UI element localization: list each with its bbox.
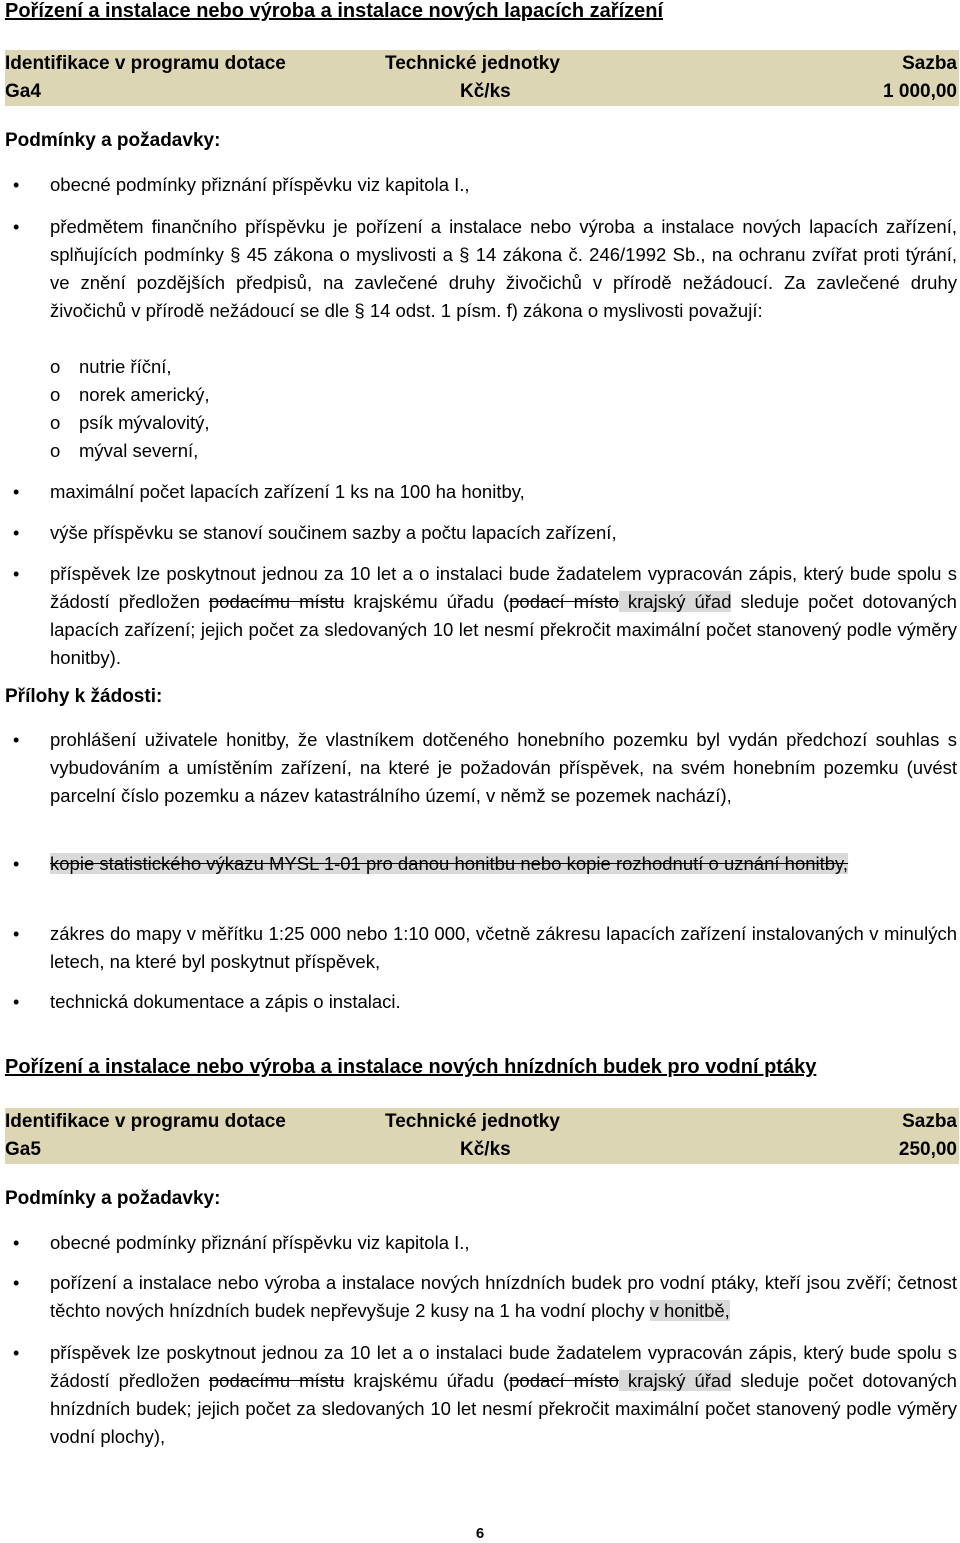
header-identification: Identifikace v programu dotace [5, 1111, 286, 1132]
bullet-marker: • [13, 217, 20, 237]
cell-identification: Ga4 [5, 81, 41, 102]
bullet-marker: • [13, 482, 20, 502]
bullet-marker: • [13, 1273, 20, 1293]
list-item [5, 920, 957, 976]
sub-list-text: nutrie říční, [79, 356, 172, 377]
list-item-text: předmětem finančního příspěvku je pořízení a instalace nebo výroba a instalace nových lapacích zařízení, splňujících podmínky § 45 zákona o myslivosti a § 14 zákona č. 246/1992 Sb., na ochranu zvířat proti týrání, ve znění pozdějších předpisů, na zavlečené druhy živočichů v přírodě nežádoucí. Za zavlečené druhy živočichů v přírodě nežádoucí se dle § 14 odst. 1 písm. f) zákona o myslivosti považují: [50, 216, 957, 321]
sub-list-text: norek americký, [79, 384, 210, 405]
sub-list-item [50, 381, 210, 409]
sub-list-text: mýval severní, [79, 440, 199, 461]
list-item [5, 478, 957, 506]
list-item-text: výše příspěvku se stanoví součinem sazby a počtu lapacích zařízení, [50, 522, 617, 543]
rate-table [5, 1108, 959, 1164]
cell-rate: 1 000,00 [883, 81, 957, 102]
page-number: 6 [475, 1525, 485, 1542]
sub-marker: o [50, 440, 61, 461]
header-units: Technické jednotky [385, 1111, 560, 1132]
list-item [5, 213, 957, 325]
rate-table [5, 50, 959, 106]
cell-identification: Ga5 [5, 1139, 41, 1160]
table-row [5, 78, 959, 106]
table-header-row [5, 1108, 959, 1136]
text-run: příspěvek lze poskytnout jednou za 10 let a o instalaci bude žadatelem vypracován zápis, který bude spolu s žádostí předložen [50, 1342, 957, 1391]
text-run: příspěvek lze poskytnout jednou za 10 let a o instalaci bude žadatelem vypracován zápis, který bude spolu s žádostí předložen [50, 563, 957, 612]
section-title: Pořízení a instalace nebo výroba a instalace nových hnízdních budek pro vodní ptáky [5, 1056, 817, 1078]
list-item-text [50, 560, 957, 672]
list-item [5, 988, 957, 1016]
struck-text: podací místo [509, 1370, 619, 1391]
attachments-label: Přílohy k žádosti: [5, 686, 163, 707]
list-item-text [50, 1339, 957, 1451]
list-item-text [50, 850, 957, 878]
list-item-text: obecné podmínky přiznání příspěvku viz kapitola I., [50, 1232, 470, 1253]
list-item-text: obecné podmínky přiznání příspěvku viz kapitola I., [50, 174, 470, 195]
bullet-marker: • [13, 854, 20, 874]
cell-units: Kč/ks [460, 81, 511, 102]
list-item [5, 1229, 957, 1257]
list-item-text: maximální počet lapacích zařízení 1 ks na 100 ha honitby, [50, 481, 525, 502]
header-rate: Sazba [902, 1111, 957, 1132]
struck-text: podací místo [509, 591, 619, 612]
conditions-label: Podmínky a požadavky: [5, 1188, 221, 1209]
bullet-marker: • [13, 564, 20, 584]
list-item-text [50, 1269, 957, 1325]
header-identification: Identifikace v programu dotace [5, 53, 286, 74]
text-run: krajskému úřadu ( [344, 591, 510, 612]
bullet-marker: • [13, 175, 20, 195]
cell-units: Kč/ks [460, 1139, 511, 1160]
sub-marker: o [50, 384, 61, 405]
text-run: sleduje počet dotovaných hnízdních budek; jejich počet za sledovaných 10 let nesmí překročit maximální počet stanovený podle výměry vodní plochy), [50, 1370, 957, 1447]
list-item [5, 850, 957, 878]
list-item-text: zákres do mapy v měřítku 1:25 000 nebo 1:10 000, včetně zákresu lapacích zařízení instalovaných v minulých letech, na které byl poskytnut příspěvek, [50, 923, 957, 972]
sub-list-item [50, 409, 210, 437]
table-row [5, 1136, 959, 1164]
bullet-marker: • [13, 1233, 20, 1253]
conditions-label: Podmínky a požadavky: [5, 130, 221, 151]
list-item [5, 1339, 957, 1451]
sub-list-item [50, 353, 172, 381]
cell-rate: 250,00 [898, 1139, 957, 1160]
text-run: krajskému úřadu ( [344, 1370, 510, 1391]
sub-list-text: psík mývalovitý, [79, 412, 210, 433]
list-item [5, 171, 957, 199]
list-item [5, 1269, 957, 1325]
section-title: Pořízení a instalace nebo výroba a instalace nových lapacích zařízení [5, 0, 664, 22]
bullet-marker: • [13, 1343, 20, 1363]
highlighted-text: krajský úřad [618, 591, 732, 612]
header-units: Technické jednotky [385, 53, 560, 74]
sub-marker: o [50, 356, 61, 377]
list-item-text: technická dokumentace a zápis o instalaci. [50, 991, 401, 1012]
highlighted-text: krajský úřad [618, 1370, 732, 1391]
table-header-row [5, 50, 959, 78]
list-item-text: prohlášení uživatele honitby, že vlastníkem dotčeného honebního pozemku byl vydán předchozí souhlas s vybudováním a umístěním zařízení, na které je požadován příspěvek, na svém honebním pozemku (uvést parcelní číslo pozemku a název katastrálního území, v němž se pozemek nachází), [50, 729, 957, 806]
list-item [5, 519, 957, 547]
highlighted-text: v honitbě, [649, 1300, 730, 1321]
bullet-marker: • [13, 924, 20, 944]
list-item [5, 726, 957, 810]
struck-text: podacímu místu [208, 1370, 345, 1391]
sub-list-item [50, 437, 198, 465]
struck-text: podacímu místu [208, 591, 345, 612]
bullet-marker: • [13, 730, 20, 750]
text-run: sleduje počet dotovaných lapacích zařízení; jejich počet za sledovaných 10 let nesmí překročit maximální počet stanovený podle výměry honitby). [50, 591, 957, 668]
bullet-marker: • [13, 523, 20, 543]
bullet-marker: • [13, 992, 20, 1012]
struck-text: kopie statistického výkazu MYSL 1-01 pro danou honitbu nebo kopie rozhodnutí o uznání honitby, [50, 853, 849, 874]
text-run: pořízení a instalace nebo výroba a instalace nových hnízdních budek pro vodní ptáky, kteří jsou zvěří; četnost těchto nových hnízdních budek nepřevyšuje 2 kusy na 1 ha vodní plochy [50, 1272, 957, 1321]
header-rate: Sazba [902, 53, 957, 74]
sub-marker: o [50, 412, 61, 433]
list-item [5, 560, 957, 672]
